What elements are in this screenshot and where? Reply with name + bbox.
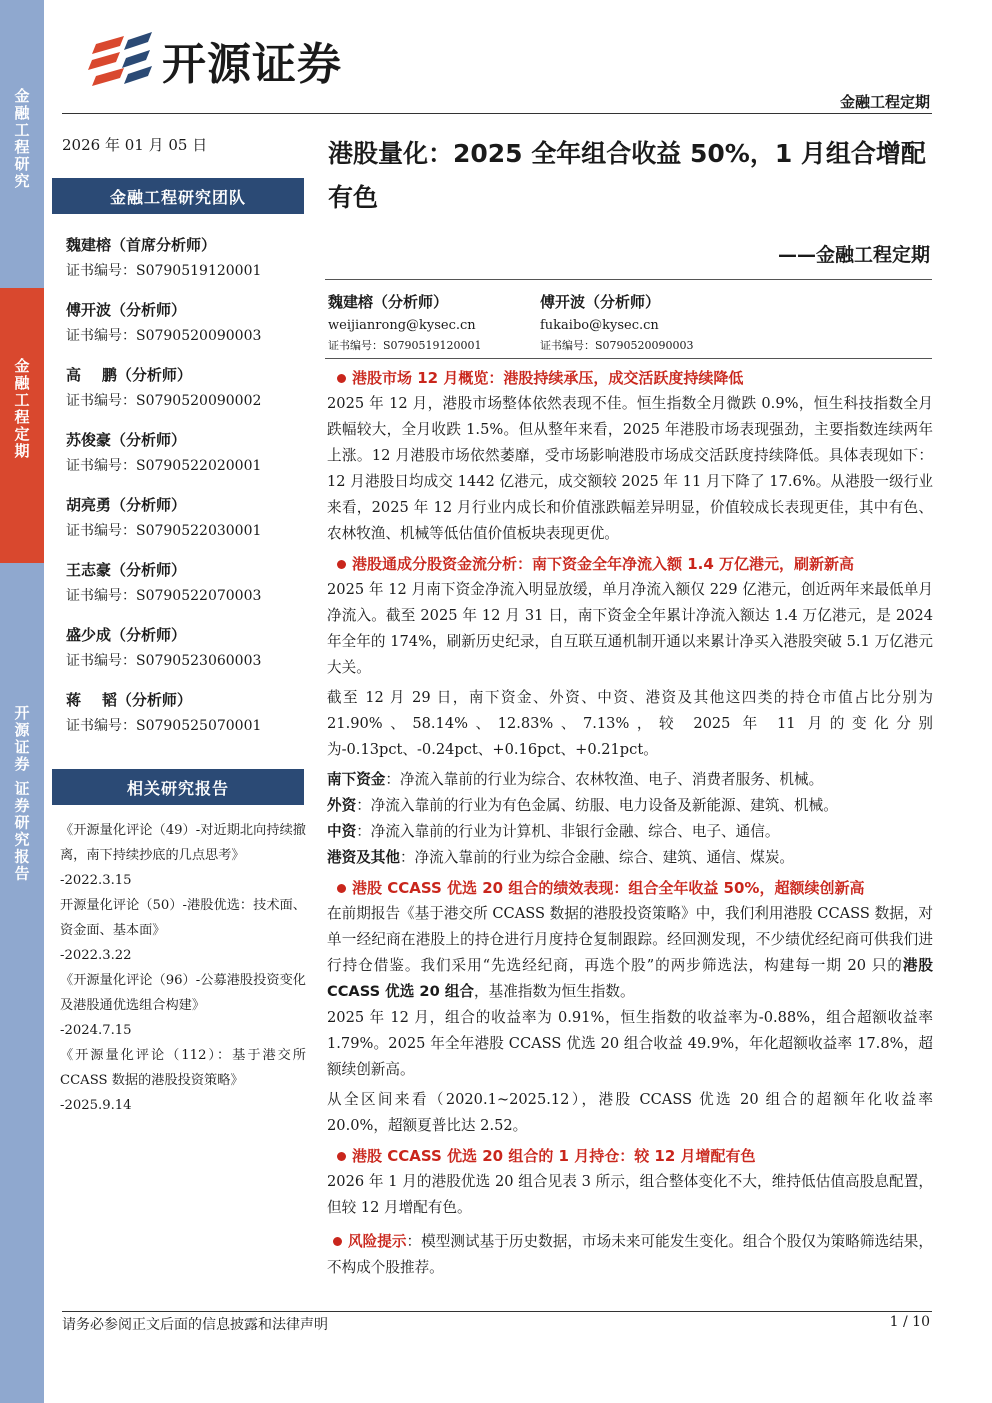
paragraph: 截至 12 月 29 日，南下资金、外资、中资、港资及其他这四类的持仓市值占比分别为 21.90%、58.14%、12.83%、7.13%，较 2025 年 11 月的变化分别为-0.13pct、-0.24pct、+0.16pct、+0.21pct。 [327,689,933,758]
header-report-type: 金融工程定期 [839,93,930,111]
analyst-name: 蒋 韬（分析师） [66,691,192,709]
analyst-cert: 证书编号：S0790519120001 [66,263,262,279]
analyst-cert: 证书编号：S0790520090002 [66,393,262,409]
flow-label: 港资及其他 [327,849,400,866]
related-report-date: -2025.9.14 [60,1098,132,1113]
team-header: 金融工程研究团队 [52,178,304,214]
flow-text: ：净流入靠前的行业为有色金属、纺服、电力设备及新能源、建筑、机械。 [356,797,838,814]
analyst-name: 王志豪（分析师） [66,561,187,579]
analyst-item [66,299,306,364]
bullet-icon [337,560,346,569]
side-strip-mid [0,288,44,563]
analyst-name: 盛少成（分析师） [66,626,187,644]
side-strip [0,0,44,1403]
analyst-item [66,559,306,624]
related-report-link[interactable]: 开源量化评论（50）-港股优选：技术面、资金面、基本面》 [60,898,306,938]
flow-item [327,767,933,793]
related-report-date: -2024.7.15 [60,1023,132,1038]
paragraph: 2025 年 12 月，组合的收益率为 0.91%，恒生指数的收益率为-0.88%，组合超额收益率 1.79%。2025 年全年港股 CCASS 优选 20 组合收益 49.9%，年化超额收益率 17.8%，超额续创新高。 [327,1009,933,1078]
author-name: 魏建榕（分析师） [328,293,449,311]
page-number: 1 / 10 [889,1314,930,1330]
analyst-name: 傅开波（分析师） [66,301,187,319]
related-report-link[interactable]: 《开源量化评论（49）-对近期北向持续撤离，南下持续抄底的几点思考》 [60,823,306,863]
author-cert: 证书编号：S0790519120001 [328,339,482,352]
portfolio-name: 港股 CCASS 优选 20 组合 [327,957,933,1000]
analyst-item [66,494,306,559]
risk-note [327,1229,933,1281]
bullet-icon [333,1237,342,1246]
analyst-cert: 证书编号：S0790523060003 [66,653,262,669]
author-block [328,291,928,354]
bullet-icon [337,374,346,383]
paragraph: 2025 年 12 月，港股市场整体依然表现不佳。恒生指数全月微跌 0.9%，恒生科技指数全月跌幅较大，全月收跌 1.5%。但从整年来看，2025 年港股市场表现强劲，主要指数连续两年上涨。12 月港股市场依然萎靡，受市场影响港股市场成交活跃度持续降低。具体表现如下：12 月港股日均成交 1442 亿港元，成交额较 2025 年 11 月下降了 17.6%。从港股一级行业来看，2025 年 12 月行业内成长和价值涨跌幅差异明显，价值较成长表现更佳，其中有色、农林牧渔、机械等低估值价值板块表现更优。 [327,395,933,542]
bullet-icon [337,884,346,893]
analyst-name: 苏俊豪（分析师） [66,431,187,449]
analyst-cert: 证书编号：S0790522070003 [66,588,262,604]
author-name: 傅开波（分析师） [540,293,661,311]
side-label-brand: 开源证券 证券研究报告 [12,705,31,883]
bullet-icon [337,1152,346,1161]
side-strip-bottom [0,563,44,1403]
paragraph: 2026 年 1 月的港股优选 20 组合见表 3 所示，组合整体变化不大，维持低估值高股息配置，但较 12 月增配有色。 [327,1173,933,1216]
company-logo [88,28,342,92]
flow-item [327,793,933,819]
report-subtitle: ——金融工程定期 [777,244,930,266]
side-strip-top [0,0,44,288]
paragraph [327,901,933,1005]
analyst-name: 魏建榕（首席分析师） [66,236,217,254]
analyst-list [66,234,306,754]
paragraph-text: ，基准指数为恒生指数。 [474,983,635,1000]
author-item [328,291,540,354]
related-report-link[interactable]: 《开源量化评论（112）：基于港交所 CCASS 数据的港股投资策略》 [60,1048,306,1088]
analyst-cert: 证书编号：S0790522030001 [66,523,262,539]
paragraph: 2025 年 12 月南下资金净流入明显放缓，单月净流入额仅 229 亿港元，创近两年来最低单月净流入。截至 2025 年 12 月 31 日，南下资金全年累计净流入额达 1.4 万亿港元，是 2024 年全年的 174%，刷新历史纪录，自互联互通机制开通以来累计净买入港股突破 5.1 万亿港元大关。 [327,581,933,676]
analyst-cert: 证书编号：S0790525070001 [66,718,262,734]
section-heading-market [327,365,933,391]
footer-disclaimer: 请务必参阅正文后面的信息披露和法律声明 [62,1317,328,1333]
report-title: 港股量化：2025 全年组合收益 50%，1 月组合增配有色 [328,139,926,212]
section-heading-holdings [327,1143,933,1169]
related-report-date: -2022.3.15 [60,873,132,888]
side-label-periodic: 金融工程定期 [12,358,31,460]
flow-text: ：净流入靠前的行业为综合、农林牧渔、电子、消费者服务、机械。 [385,771,824,788]
analyst-item [66,429,306,494]
related-reports-header: 相关研究报告 [52,769,304,805]
related-reports-list [60,818,306,1118]
analyst-cert: 证书编号：S0790522020001 [66,458,262,474]
section-heading-text: 港股 CCASS 优选 20 组合的 1 月持仓：较 12 月增配有色 [352,1147,756,1165]
header-divider [62,113,932,114]
section-heading-text: 港股 CCASS 优选 20 组合的绩效表现：组合全年收益 50%，超额续创新高 [352,879,865,897]
logo-mark-icon [88,30,156,90]
risk-text: ：模型测试基于历史数据，市场未来可能发生变化。组合个股仅为策略筛选结果，不构成个股推荐。 [327,1233,933,1276]
analyst-name: 高 鹏（分析师） [66,366,192,384]
analyst-name: 胡亮勇（分析师） [66,496,187,514]
paragraph: 从全区间来看（2020.1~2025.12），港股 CCASS 优选 20 组合的超额年化收益率 20.0%，超额夏普比达 2.52。 [327,1091,933,1134]
author-email[interactable]: fukaibo@kysec.cn [540,318,659,333]
title-divider [325,279,932,280]
section-heading-performance [327,875,933,901]
analyst-cert: 证书编号：S0790520090003 [66,328,262,344]
section-heading-fund-flow [327,551,933,577]
analyst-item [66,364,306,429]
analyst-item [66,689,306,754]
author-item [540,291,752,354]
flow-text: ：净流入靠前的行业为计算机、非银行金融、综合、电子、通信。 [356,823,780,840]
analyst-item [66,234,306,299]
report-date: 2026 年 01 月 05 日 [62,136,208,154]
paragraph-text: 在前期报告《基于港交所 CCASS 数据的港股投资策略》中，我们利用港股 CCASS 数据，对单一经纪商在港股上的持仓进行月度持仓复制跟踪。经回测发现，不少绩优经纪商可供我们进行持仓借鉴。我们采用“先选经纪商，再选个股”的两步筛选法，构建每一期 20 只的 [327,905,933,974]
related-report-date: -2022.3.22 [60,948,132,963]
analyst-item [66,624,306,689]
author-email[interactable]: weijianrong@kysec.cn [328,318,476,333]
flow-label: 南下资金 [327,771,386,788]
risk-label: 风险提示 [348,1233,407,1250]
report-body [327,365,933,1281]
flow-label: 外资 [327,797,357,814]
flow-item [327,845,933,871]
related-report-link[interactable]: 《开源量化评论（96）-公募港股投资变化及港股通优选组合构建》 [60,973,306,1013]
flow-text: ：净流入靠前的行业为综合金融、综合、建筑、通信、煤炭。 [399,849,795,866]
section-heading-text: 港股市场 12 月概览：港股持续承压，成交活跃度持续降低 [352,369,744,387]
logo-text: 开源证券 [162,39,342,90]
footer-divider [62,1311,932,1312]
section-heading-text: 港股通成分股资金流分析：南下资金全年净流入额 1.4 万亿港元，刷新新高 [352,555,855,573]
side-label-research: 金融工程研究 [12,88,31,190]
author-cert: 证书编号：S0790520090003 [540,339,694,352]
flow-item [327,819,933,845]
flow-label: 中资 [327,823,357,840]
author-divider [325,358,932,359]
